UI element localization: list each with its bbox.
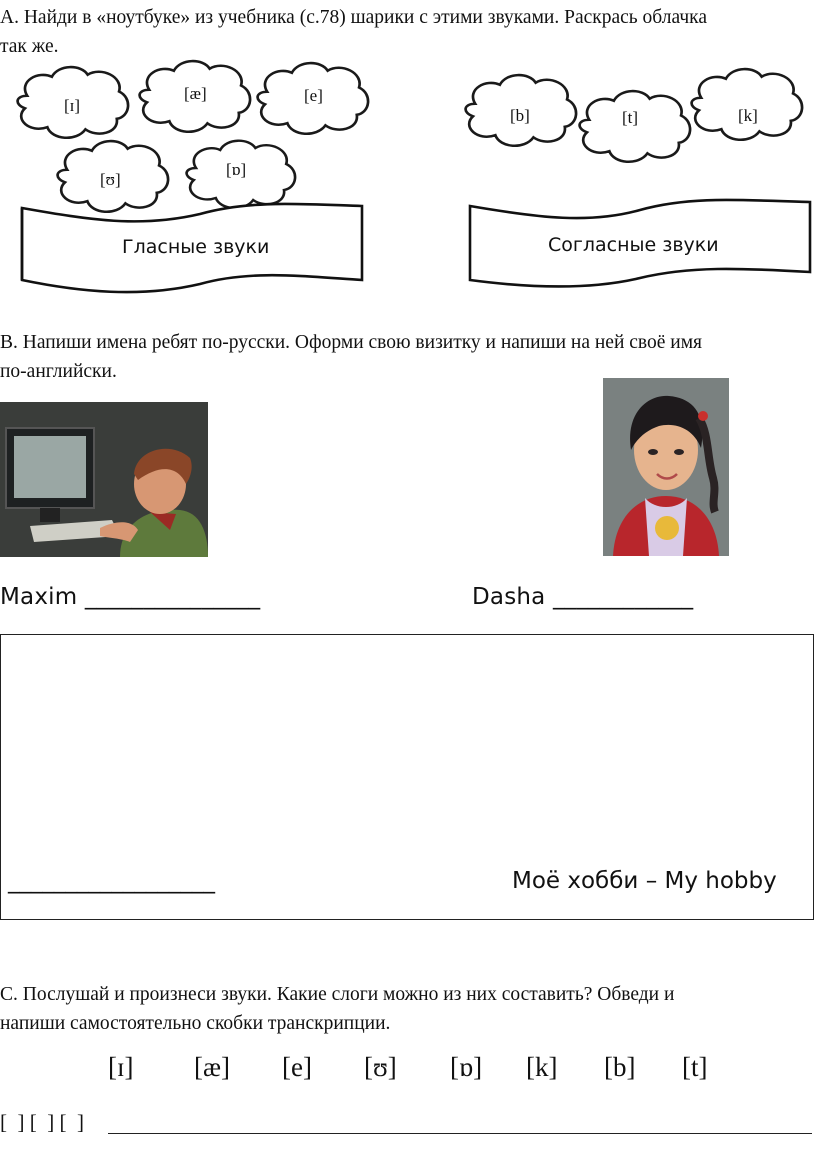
cloud-label-vowel-5: [ɒ] (226, 160, 247, 179)
sound-6[interactable]: [k] (526, 1052, 558, 1082)
cloud-label-vowel-2: [æ] (184, 84, 207, 103)
task-c-text-line1: C. Послушай и произнеси звуки. Какие слоги можно из них составить? Обведи и (0, 984, 675, 1005)
task-c-text-line2: напиши самостоятельно скобки транскрипции. (0, 1013, 391, 1034)
sound-3[interactable]: [e] (282, 1052, 312, 1082)
task-a-text-line2: так же. (0, 36, 59, 57)
cloud-label-vowel-1: [ɪ] (64, 96, 81, 115)
cloud-consonant-3 (692, 69, 802, 140)
answer-line[interactable] (108, 1133, 812, 1134)
sound-4[interactable]: [ʊ] (364, 1052, 397, 1082)
cloud-label-consonant-3: [k] (738, 106, 758, 125)
cloud-label-consonant-2: [t] (622, 108, 639, 127)
cloud-label-vowel-4: [ʊ] (100, 170, 121, 189)
boy-name-line[interactable]: Maxim _______________ (0, 584, 261, 610)
consonant-banner-label: Согласные звуки (548, 234, 719, 256)
sound-5[interactable]: [ɒ] (450, 1052, 483, 1082)
sound-8[interactable]: [t] (682, 1052, 708, 1082)
transcription-brackets[interactable]: [ ] [ ] [ ] (0, 1110, 84, 1134)
task-b-text-line2: по-английски. (0, 361, 117, 382)
sound-7[interactable]: [b] (604, 1052, 636, 1082)
sound-2[interactable]: [æ] (194, 1052, 230, 1082)
cloud-label-consonant-1: [b] (510, 106, 530, 125)
card-hobby-label: Моё хобби – My hobby (512, 868, 777, 894)
task-a-text-line1: A. Найди в «ноутбуке» из учебника (с.78) шарики с этими звуками. Раскрась облачка (0, 7, 707, 28)
cloud-label-vowel-3: [e] (304, 86, 323, 105)
girl-portrait-picture (603, 378, 729, 556)
boy-at-computer-picture (0, 402, 208, 557)
card-name-blank[interactable]: __________________ (8, 868, 215, 894)
sound-1[interactable]: [ɪ] (108, 1052, 134, 1082)
vowel-banner-label: Гласные звуки (122, 236, 270, 258)
girl-name-line[interactable]: Dasha ____________ (472, 584, 694, 610)
task-b-text-line1: B. Напиши имена ребят по-русски. Оформи свою визитку и напиши на ней своё имя (0, 332, 703, 353)
